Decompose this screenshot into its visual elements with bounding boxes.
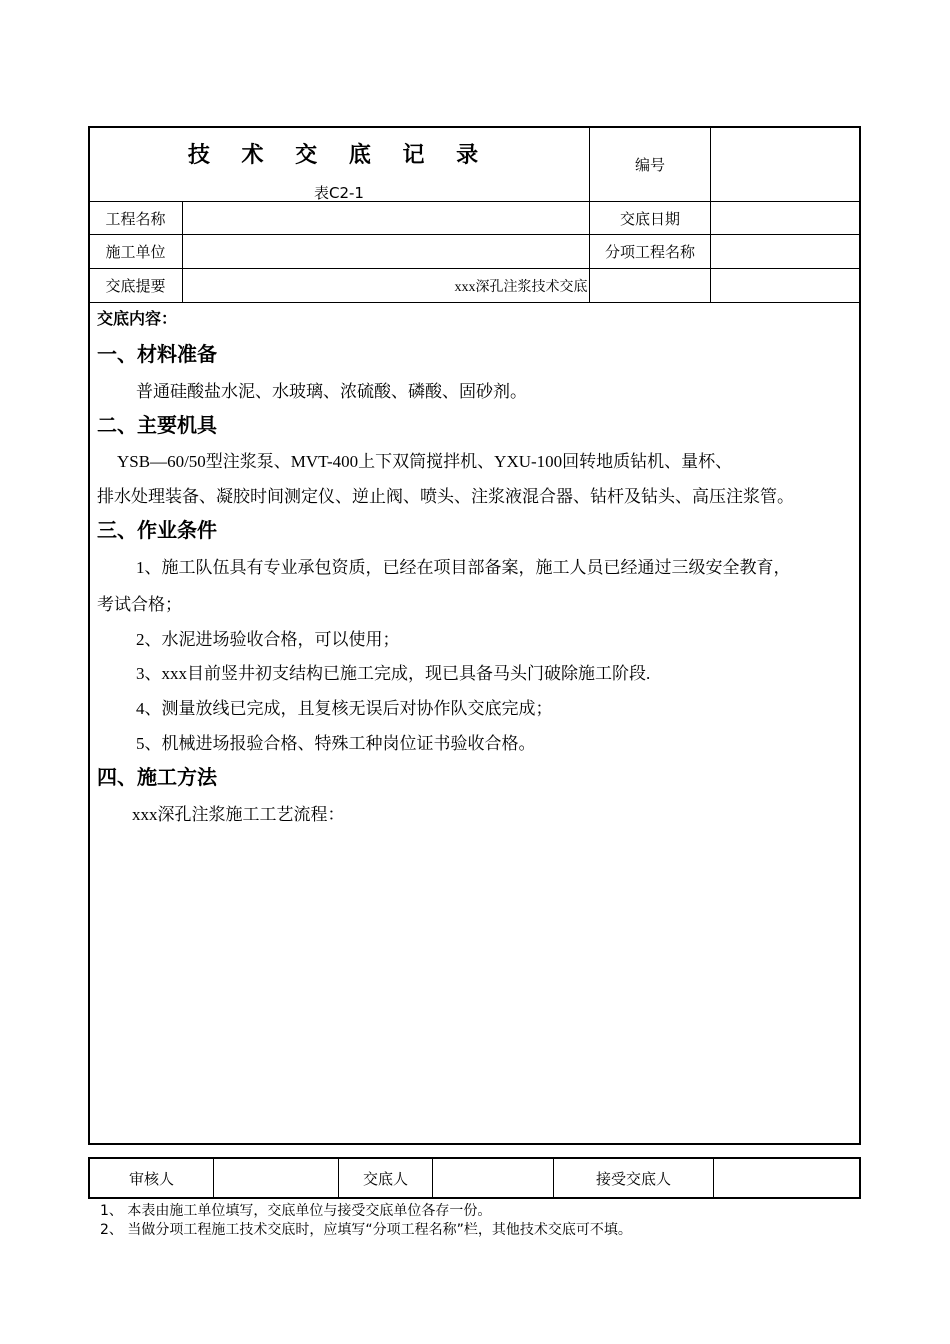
paragraph: xxx深孔注浆施工工艺流程： (132, 805, 345, 824)
paragraph: 普通硅酸盐水泥、水玻璃、浓硫酸、磷酸、固砂剂。 (136, 382, 527, 401)
list-item: 4、测量放线已完成，且复核无误后对协作队交底完成； (136, 699, 553, 718)
section-heading: 三、作业条件 (97, 518, 217, 542)
signature-divider (859, 1157, 861, 1199)
discloser-label: 交底人 (362, 1169, 408, 1188)
receiver-label: 接受交底人 (595, 1169, 671, 1188)
list-item: 考试合格； (97, 595, 182, 614)
subproject-label: 分项工程名称 (604, 243, 695, 261)
number-label: 编号 (634, 156, 665, 174)
receiver-value[interactable] (714, 1159, 859, 1197)
unit-label: 施工单位 (105, 243, 166, 261)
paragraph: YSB—60/50型注浆泵、MVT-400上下双筒搅拌机、YXU-100回转地质钻机、量杯、 (117, 452, 733, 471)
subproject-value[interactable] (711, 235, 859, 268)
footnote: 2、 当做分项工程施工技术交底时，应填写“分项工程名称”栏，其他技术交底可不填。 (100, 1222, 632, 1238)
list-item: 5、机械进场报验合格、特殊工种岗位证书验收合格。 (136, 734, 536, 753)
summary-value[interactable]: xxx深孔注浆技术交底 (454, 279, 588, 295)
unit-value[interactable] (183, 235, 589, 268)
list-item: 1、施工队伍具有专业承包资质，已经在项目部备案，施工人员已经通过三级安全教育， (136, 558, 791, 577)
list-item: 3、xxx目前竖井初支结构已施工完成，现已具备马头门破除施工阶段. (136, 664, 651, 683)
project-name-label: 工程名称 (105, 209, 166, 228)
date-value[interactable] (711, 202, 859, 234)
section-heading: 二、主要机具 (97, 413, 217, 437)
project-name-value[interactable] (183, 202, 589, 234)
reviewer-label: 审核人 (128, 1169, 174, 1188)
summary-label: 交底提要 (105, 277, 166, 295)
paragraph: 排水处理装备、凝胶时间测定仪、逆止阀、喷头、注浆液混合器、钻杆及钻头、高压注浆管。 (97, 487, 794, 506)
discloser-value[interactable] (433, 1159, 553, 1197)
reviewer-value[interactable] (214, 1159, 338, 1197)
content-label: 交底内容： (97, 309, 178, 328)
date-label: 交底日期 (619, 209, 680, 228)
row-divider (89, 302, 860, 303)
section-heading: 四、施工方法 (97, 765, 217, 789)
footnote: 1、 本表由施工单位填写，交底单位与接受交底单位各存一份。 (100, 1203, 492, 1219)
list-item: 2、水泥进场验收合格，可以使用； (136, 630, 400, 649)
number-value[interactable] (711, 128, 859, 201)
form-number: 表C2-1 (314, 184, 364, 202)
section-heading: 一、材料准备 (97, 342, 217, 366)
form-title: 技 术 交 底 记 录 (187, 143, 491, 168)
